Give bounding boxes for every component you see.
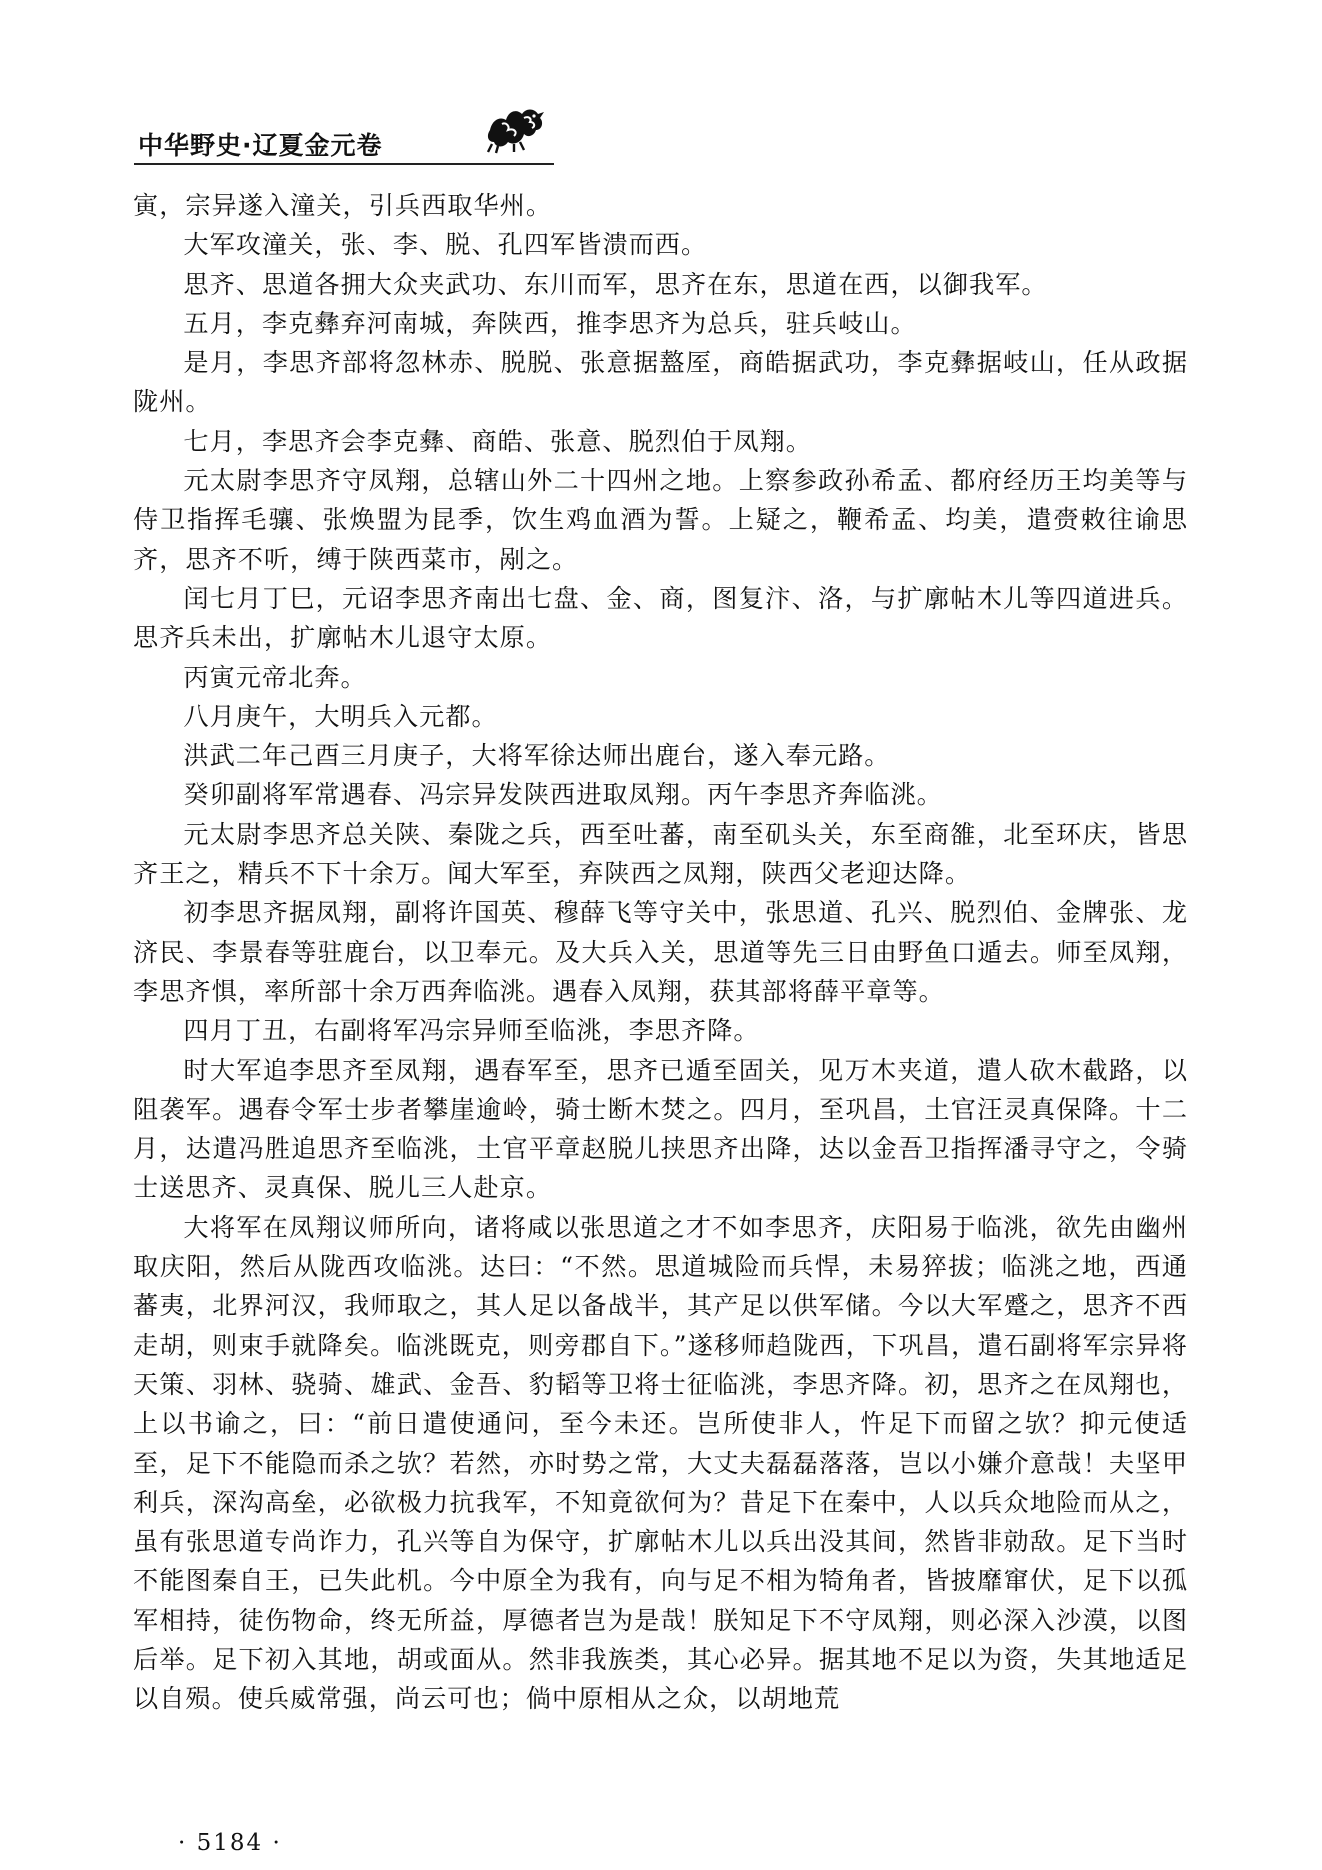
paragraph: 八月庚午，大明兵入元都。 bbox=[183, 701, 498, 731]
paragraph: 初李思齐据凤翔，副将许国英、穆薛飞等守关中，张思道、孔兴、脱烈伯、金牌张、龙济民、李景春等驻鹿台，以卫奉元。及大兵入关，思道等先三日由野鱼口遁去。师至凤翔，李思齐惧，率所部十余万西奔临洮。遇春入凤翔，获其部将薛平章等。 bbox=[133, 898, 1188, 1006]
paragraph: 丙寅元帝北奔。 bbox=[183, 662, 367, 692]
paragraph: 七月，李思齐会李克彝、商皓、张意、脱烈伯于凤翔。 bbox=[183, 426, 812, 456]
paragraph: 大军攻潼关，张、李、脱、孔四军皆溃而西。 bbox=[183, 230, 708, 260]
paragraph: 五月，李克彝弃河南城，奔陕西，推李思齐为总兵，驻兵岐山。 bbox=[183, 308, 917, 338]
paragraph: 思齐、思道各拥大众夹武功、东川而军，思齐在东，思道在西，以御我军。 bbox=[183, 269, 1048, 299]
paragraph: 四月丁丑，右副将军冯宗异师至临洮，李思齐降。 bbox=[183, 1016, 760, 1046]
body-text bbox=[133, 186, 1188, 1719]
paragraph: 时大军追李思齐至凤翔，遇春军至，思齐已遁至固关，见万木夹道，遣人砍木截路，以阻袭军。遇春令军士步者攀崖逾岭，骑士断木焚之。四月，至巩昌，土官汪灵真保降。十二月，达遣冯胜追思齐至临洮，土官平章赵脱儿挟思齐出降，达以金吾卫指挥潘寻守之，令骑士送思齐、灵真保、脱儿三人赴京。 bbox=[133, 1055, 1188, 1203]
paragraph: 是月，李思齐部将忽林赤、脱脱、张意据盩厔，商皓据武功，李克彝据岐山，任从政据陇州。 bbox=[133, 348, 1188, 417]
running-header bbox=[134, 96, 554, 164]
paragraph: 闰七月丁巳，元诏李思齐南出七盘、金、商，图复汴、洛，与扩廓帖木儿等四道进兵。思齐兵未出，扩廓帖木儿退守太原。 bbox=[133, 583, 1188, 653]
book-title: 中华野史·辽夏金元卷 bbox=[138, 131, 383, 160]
dragon-emblem-icon bbox=[484, 102, 548, 154]
paragraph: 洪武二年己酉三月庚子，大将军徐达师出鹿台，遂入奉元路。 bbox=[183, 741, 891, 771]
paragraph: 寅，宗异遂入潼关，引兵西取华州。 bbox=[133, 191, 552, 220]
paragraph: 元太尉李思齐守凤翔，总辖山外二十四州之地。上察参政孙希孟、都府经历王均美等与侍卫指挥毛骧、张焕盟为昆季，饮生鸡血酒为誓。上疑之，鞭希孟、均美，遣赍敕往谕思齐，思齐不听，缚于陕西菜市，剐之。 bbox=[133, 466, 1188, 574]
header-divider bbox=[134, 163, 554, 165]
paragraph: 癸卯副将军常遇春、冯宗异发陕西进取凤翔。丙午李思齐奔临洮。 bbox=[183, 780, 943, 810]
paragraph: 大将军在凤翔议师所向，诸将咸以张思道之才不如李思齐，庆阳易于临洮，欲先由幽州取庆阳，然后从陇西攻临洮。达曰：“不然。思道城险而兵悍，未易猝拔；临洮之地，西通蕃夷，北界河汉，我师取之，其人足以备战半，其产足以供军储。今以大军蹙之，思齐不西走胡，则束手就降矣。临洮既克，则旁郡自下。”遂移师趋陇西，下巩昌，遣石副将军宗异将天策、羽林、骁骑、雄武、金吾、豹韬等卫将士征临洮，李思齐降。初，思齐之在凤翔也，上以书谕之，曰：“前日遣使通问，至今未还。岂所使非人，忤足下而留之欤？抑元使适至，足下不能隐而杀之欤？若然，亦时势之常，大丈夫磊磊落落，岂以小嫌介意哉！夫坚甲利兵，深沟高垒，必欲极力抗我军，不知竟欲何为？昔足下在秦中，人以兵众地险而从之，虽有张思道专尚诈力，孔兴等自为保守，扩廓帖木儿以兵出没其间，然皆非勍敌。足下当时不能图秦自王，已失此机。今中原全为我有，向与足不相为犄角者，皆披靡窜伏，足下以孤军相持，徒伤物命，终无所益，厚德者岂为是哉！朕知足下不守凤翔，则必深入沙漠，以图后举。足下初入其地，胡或面从。然非我族类，其心必异。据其地不足以为资，失其地适足以自殒。使兵威常强，尚云可也；倘中原相从之众，以胡地荒 bbox=[133, 1212, 1188, 1714]
paragraph: 元太尉李思齐总关陕、秦陇之兵，西至吐蕃，南至矶头关，东至商雒，北至环庆，皆思齐王之，精兵不下十余万。闻大军至，弃陕西之凤翔，陕西父老迎达降。 bbox=[133, 819, 1188, 889]
page-number: · 5184 · bbox=[178, 1830, 282, 1856]
